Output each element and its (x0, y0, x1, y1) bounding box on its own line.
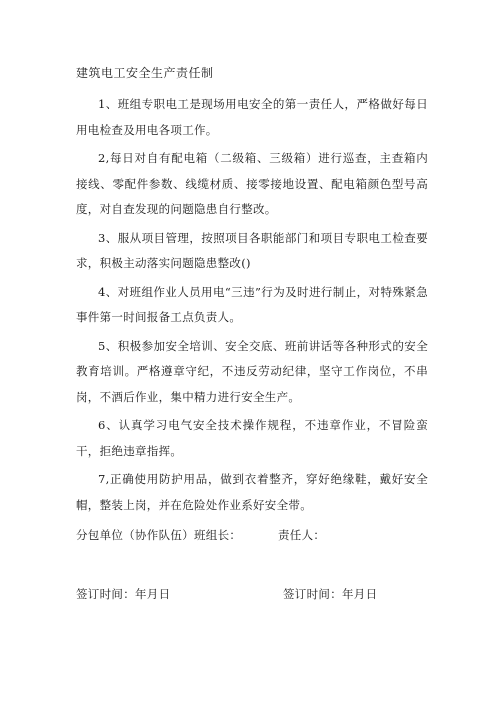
left-sign-date: 签订时间：年月日 (76, 587, 171, 601)
paragraph-7: 7,正确使用防护用品，做到衣着整齐，穿好绝缘鞋，戴好安全帽，整装上岗，并在危险处作业系好安全带。 (76, 472, 428, 512)
paragraph-6: 6、认真学习电气安全技术操作规程，不违章作业，不冒险蛮干，拒绝违章指挥。 (76, 418, 428, 458)
paragraph-3: 3、服从项目管理，按照项目各职能部门和项目专职电工检查要求，积极主动落实问题隐患整改() (76, 230, 428, 270)
paragraph-4: 4、对班组作业人员用电“三违”行为及时进行制止，对特殊紧急事件第一时间报备工点负责人。 (76, 284, 428, 324)
team-leader-label: 分包单位（协作队伍）班组长： (76, 528, 242, 542)
paragraph-5: 5、积极参加安全培训、安全交底、班前讲话等各种形式的安全教育培训。严格遵章守纪，不违反劳动纪律，坚守工作岗位，不串岗，不酒后作业，集中精力进行安全生产。 (76, 338, 428, 404)
document-body (76, 92, 428, 521)
right-sign-date: 签订时间：年月日 (283, 587, 378, 601)
paragraph-1: 1、班组专职电工是现场用电安全的第一责任人，严格做好每日用电检查及用电各项工作。 (76, 97, 428, 137)
responsible-person-label: 责任人： (278, 528, 326, 542)
paragraph-2: 2,每日对自有配电箱（二级箱、三级箱）进行巡查，主查箱内接线、零配件参数、线缆材质、接零接地设置、配电箱颜色型号高度，对自查发现的问题隐患自行整改。 (76, 151, 428, 216)
document-title: 建筑电工安全生产责任制 (76, 66, 214, 80)
